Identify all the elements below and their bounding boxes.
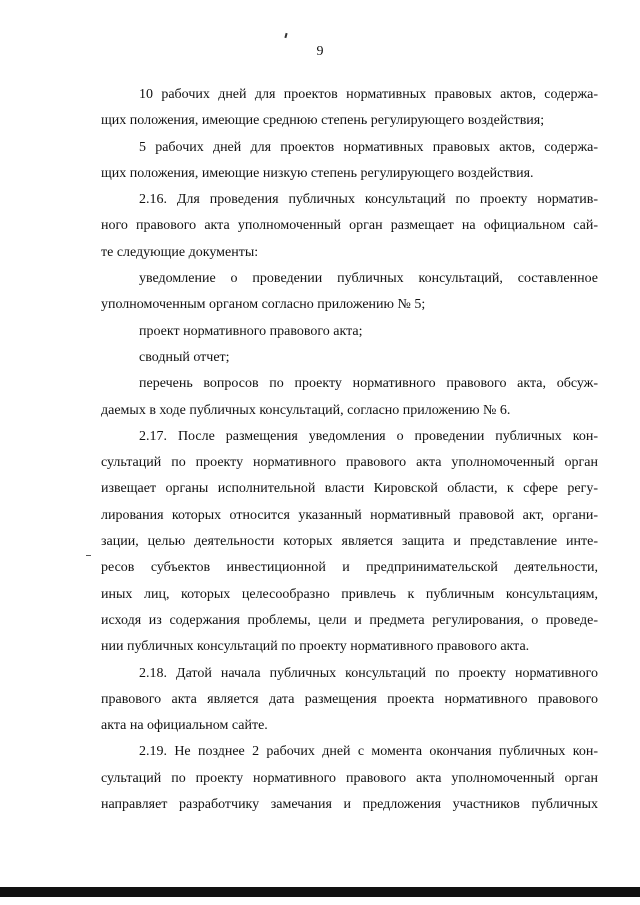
text-line: проект нормативного правового акта; xyxy=(139,323,363,339)
text-line: сультаций по проекту нормативного правового акта уполномоченный орган xyxy=(101,455,598,471)
page-bottom-border xyxy=(0,887,640,897)
scan-mark xyxy=(86,555,91,556)
text-line: щих положения, имеющие среднюю степень регулирующего воздействия; xyxy=(101,113,545,129)
text-line: 2.18. Датой начала публичных консультаций по проекту нормативного xyxy=(139,665,598,681)
text-line: исходя из содержания проблемы, цели и предмета регулирования, о проведе- xyxy=(101,612,598,628)
text-line: щих положения, имеющие низкую степень регулирующего воздействия. xyxy=(101,165,534,181)
text-line: акта на официальном сайте. xyxy=(101,718,268,734)
page-number: 9 xyxy=(316,44,324,59)
text-line: иных лиц, которых целесообразно привлечь к публичным консультациям, xyxy=(101,586,598,602)
text-line: перечень вопросов по проекту нормативного правового акта, обсуж- xyxy=(139,376,598,392)
text-line: уведомление о проведении публичных консультаций, составленное xyxy=(139,271,598,287)
text-line: извещает органы исполнительной власти Кировской области, к сфере регу- xyxy=(101,481,598,497)
text-line: зации, целью деятельности которых является защита и представление инте- xyxy=(101,534,598,550)
text-line: ного правового акта уполномоченный орган размещает на официальном сай- xyxy=(101,218,598,234)
text-line: правового акта является дата размещения проекта нормативного правового xyxy=(101,691,598,707)
text-line: ресов субъектов инвестиционной и предпринимательской деятельности, xyxy=(101,560,598,576)
text-line: даемых в ходе публичных консультаций, согласно приложению № 6. xyxy=(101,402,511,418)
text-line: направляет разработчику замечания и предложения участников публичных xyxy=(101,797,598,813)
text-line: сводный отчет; xyxy=(139,349,230,365)
text-line: нии публичных консультаций по проекту нормативного правового акта. xyxy=(101,639,530,655)
text-line: 2.19. Не позднее 2 рабочих дней с момента окончания публичных кон- xyxy=(139,744,598,760)
text-line: 5 рабочих дней для проектов нормативных правовых актов, содержа- xyxy=(139,139,598,155)
text-line: сультаций по проекту нормативного правового акта уполномоченный орган xyxy=(101,770,598,786)
text-line: 2.16. Для проведения публичных консультаций по проекту норматив- xyxy=(139,192,598,208)
text-line: те следующие документы: xyxy=(101,244,259,260)
text-line: 2.17. После размещения уведомления о проведении публичных кон- xyxy=(139,428,598,444)
scan-mark xyxy=(284,33,287,38)
text-line: уполномоченным органом согласно приложению № 5; xyxy=(101,297,426,313)
text-line: лирования которых относится указанный нормативный правовой акт, органи- xyxy=(101,507,598,523)
document-body xyxy=(101,82,598,818)
text-line: 10 рабочих дней для проектов нормативных правовых актов, содержа- xyxy=(139,87,598,102)
